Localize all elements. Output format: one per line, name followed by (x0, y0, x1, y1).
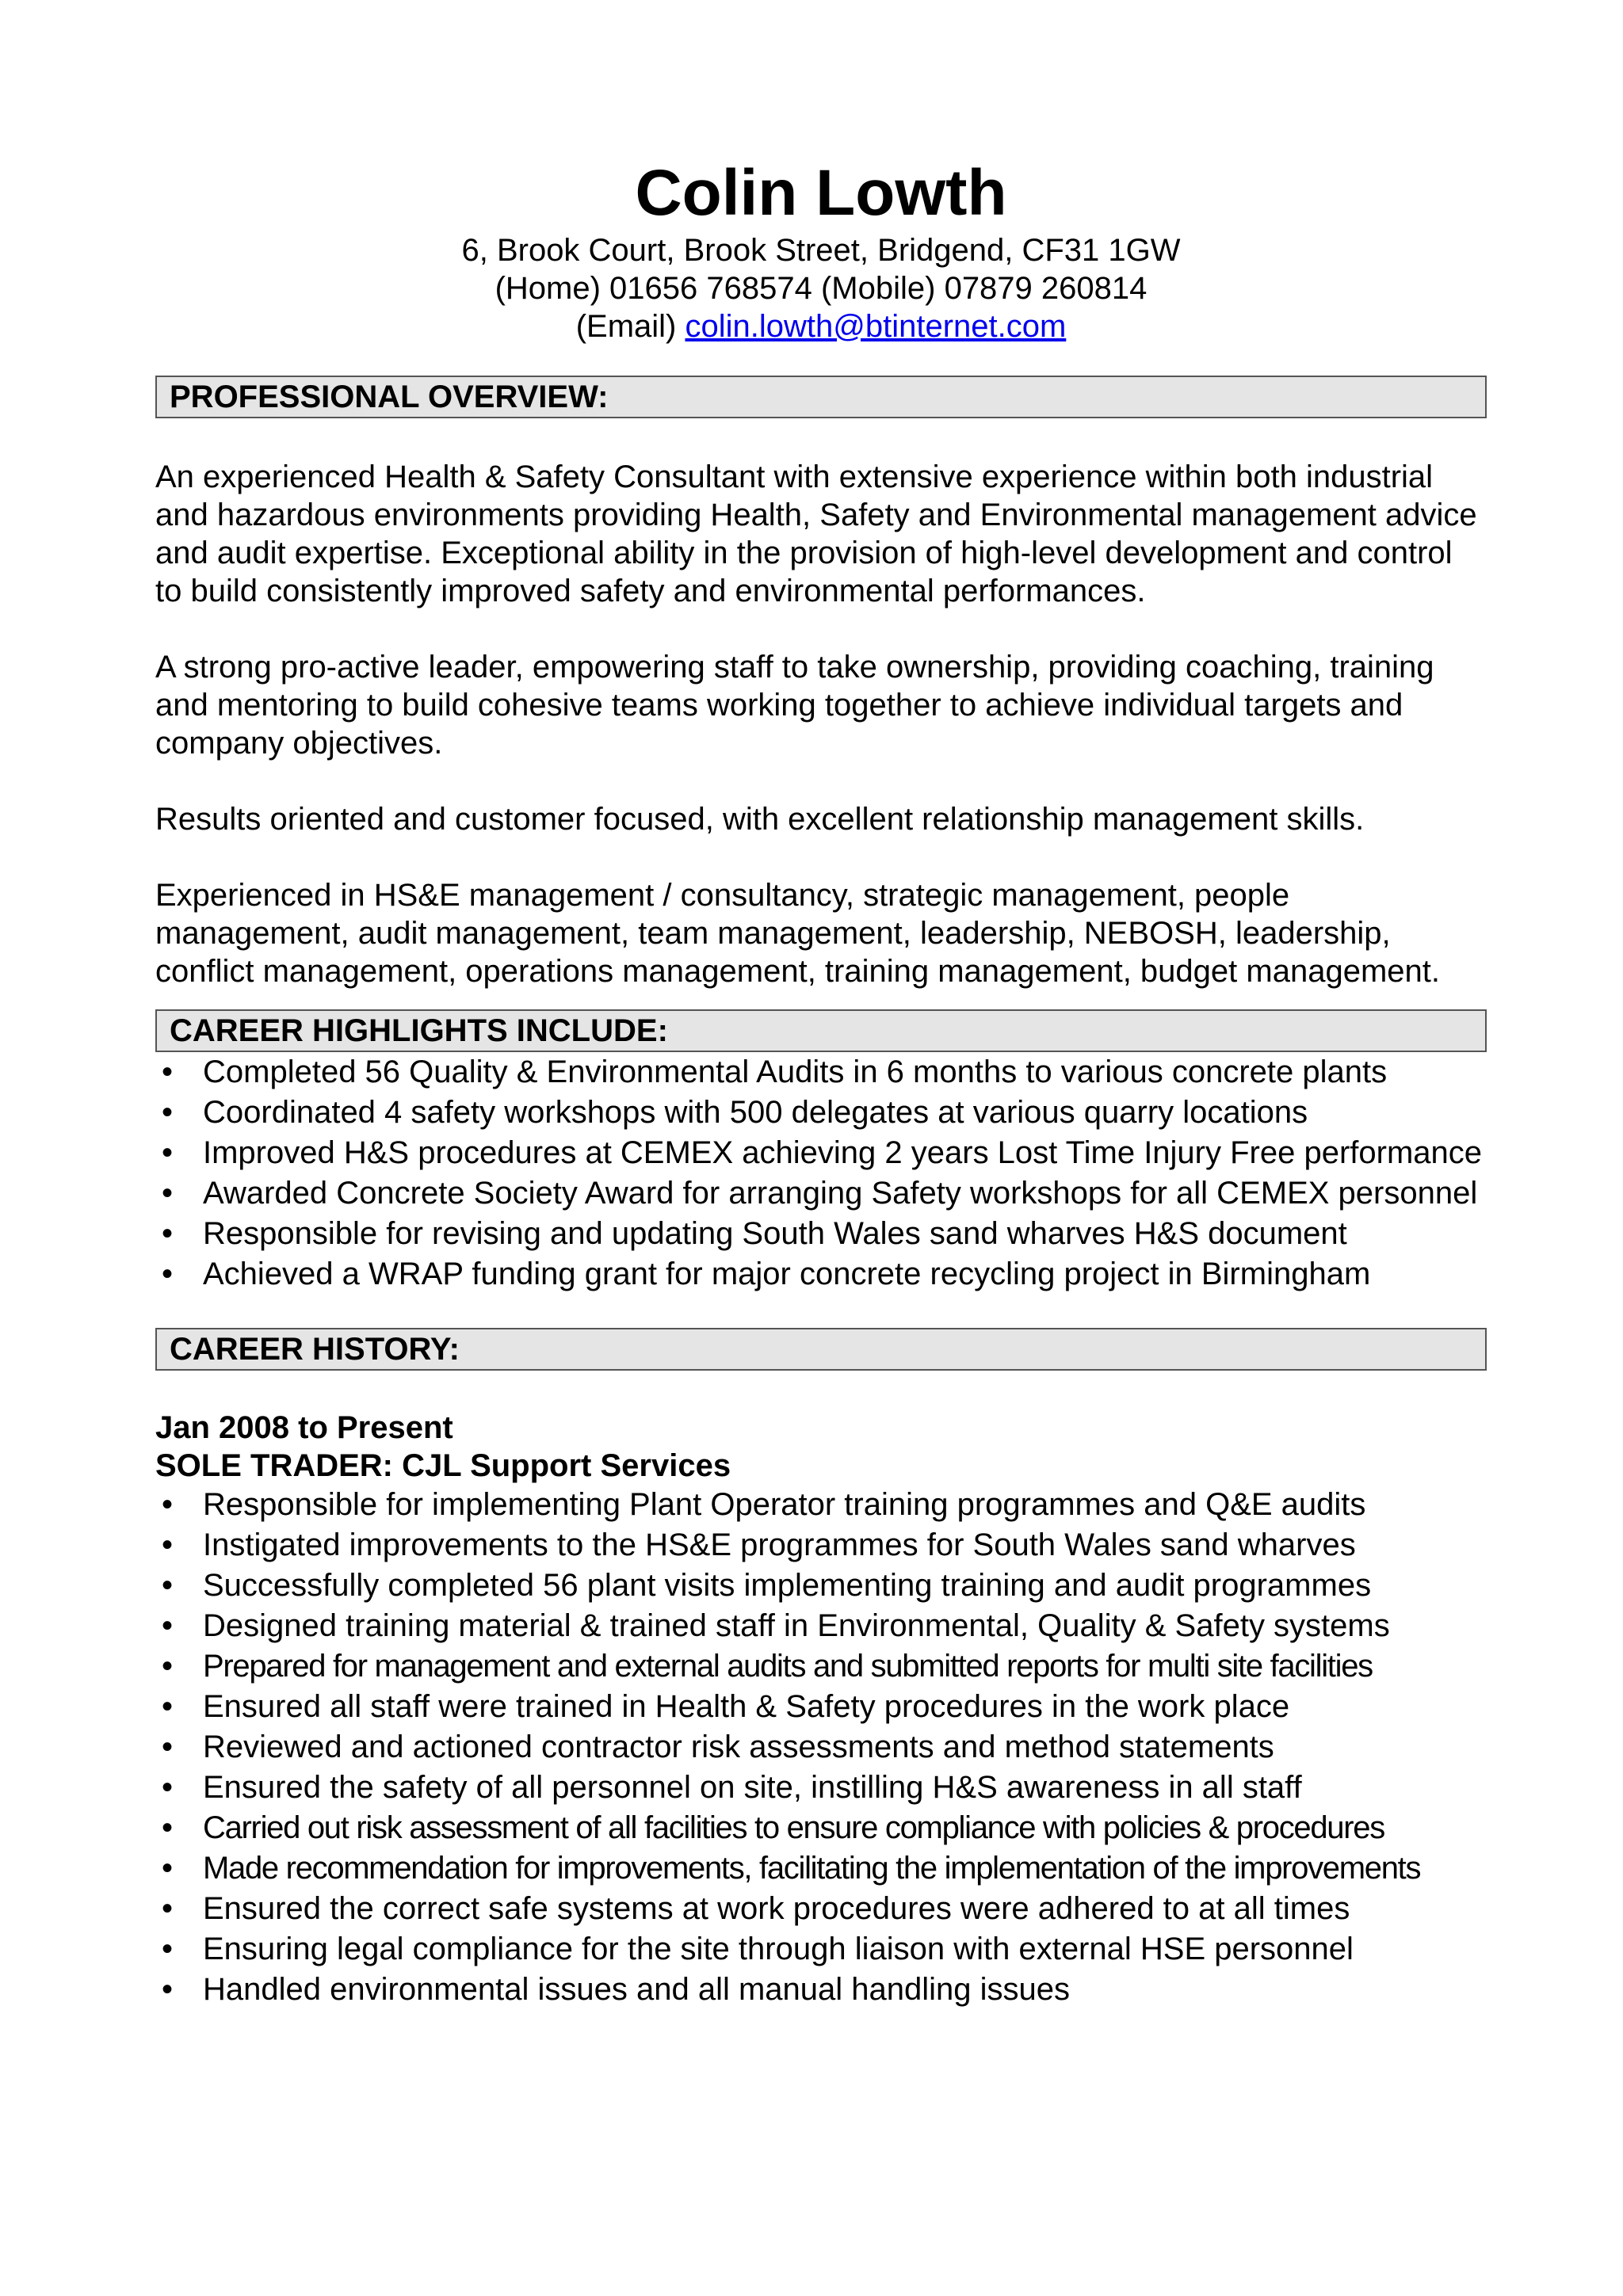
cv-header (155, 155, 1487, 345)
list-item (155, 1848, 1487, 1889)
duty-text: Reviewed and actioned contractor risk assessments and method statements (203, 1730, 1274, 1764)
highlight-text: Achieved a WRAP funding grant for major concrete recycling project in Birmingham (203, 1257, 1371, 1291)
highlight-text: Responsible for revising and updating South Wales sand wharves H&S document (203, 1216, 1347, 1251)
bullet-icon: • (162, 1568, 174, 1603)
list-item (155, 1606, 1487, 1646)
bullet-icon: • (162, 1176, 174, 1211)
highlights-list (155, 1052, 1487, 1295)
bullet-icon: • (162, 1851, 174, 1886)
bullet-icon: • (162, 1135, 174, 1170)
bullet-icon: • (162, 1932, 174, 1966)
duty-text: Ensured the correct safe systems at work procedures were adhered to at all times (203, 1891, 1350, 1926)
highlight-text: Awarded Concrete Society Award for arranging Safety workshops for all CEMEX personnel (203, 1176, 1478, 1211)
bullet-icon: • (162, 1730, 174, 1764)
duty-text: Carried out risk assessment of all facilities to ensure compliance with policies & procedures (203, 1810, 1384, 1845)
email-label: (Email) (575, 309, 677, 344)
section-heading-highlights: CAREER HIGHLIGHTS INCLUDE: (155, 1009, 1487, 1052)
address-line: 6, Brook Court, Brook Street, Bridgend, CF31 1GW (461, 233, 1181, 268)
bullet-icon: • (162, 1689, 174, 1724)
duty-text: Responsible for implementing Plant Operator training programmes and Q&E audits (203, 1487, 1366, 1522)
duty-text: Ensured all staff were trained in Health & Safety procedures in the work place (203, 1689, 1290, 1724)
bullet-icon: • (162, 1095, 174, 1130)
duty-text: Ensuring legal compliance for the site through liaison with external HSE personnel (203, 1932, 1354, 1966)
highlight-text: Completed 56 Quality & Environmental Audits in 6 months to various concrete plants (203, 1055, 1388, 1089)
duty-text: Instigated improvements to the HS&E programmes for South Wales sand wharves (203, 1527, 1356, 1562)
email-line (155, 307, 1487, 345)
duty-text: Made recommendation for improvements, facilitating the implementation of the improvements (203, 1851, 1421, 1886)
highlight-text: Improved H&S procedures at CEMEX achieving 2 years Lost Time Injury Free performance (203, 1135, 1483, 1170)
phone-line: (Home) 01656 768574 (Mobile) 07879 260814 (495, 271, 1148, 306)
list-item (155, 1929, 1487, 1970)
duty-text: Handled environmental issues and all manual handling issues (203, 1972, 1071, 2007)
job-title: SOLE TRADER: CJL Support Services (155, 1448, 731, 1483)
list-item (155, 1525, 1487, 1566)
job-duties-list (155, 1485, 1487, 2010)
section-heading-history: CAREER HISTORY: (155, 1328, 1487, 1371)
list-item (155, 1173, 1487, 1214)
bullet-icon: • (162, 1216, 174, 1251)
list-item (155, 1646, 1487, 1687)
job-period: Jan 2008 to Present (155, 1410, 453, 1445)
duty-text: Prepared for management and external audits and submitted reports for multi site facilities (203, 1649, 1373, 1684)
list-item (155, 1768, 1487, 1808)
overview-paragraph: Experienced in HS&E management / consultancy, strategic management, people management, audit management, team management, leadership, NEBOSH, leadership, conflict management, operations management, training management, budget management. (155, 878, 1440, 989)
duty-text: Designed training material & trained staff in Environmental, Quality & Safety systems (203, 1608, 1390, 1643)
bullet-icon: • (162, 1257, 174, 1291)
list-item (155, 1052, 1487, 1093)
bullet-icon: • (162, 1770, 174, 1805)
list-item (155, 1214, 1487, 1254)
bullet-icon: • (162, 1608, 174, 1643)
list-item (155, 1566, 1487, 1606)
overview-paragraph: A strong pro-active leader, empowering staff to take ownership, providing coaching, training and mentoring to build cohesive teams working together to achieve individual targets and company objectives. (155, 650, 1434, 761)
email-link[interactable]: colin.lowth@btinternet.com (685, 309, 1067, 344)
list-item (155, 1970, 1487, 2010)
bullet-icon: • (162, 1527, 174, 1562)
bullet-icon: • (162, 1487, 174, 1522)
job-entry (155, 1409, 1487, 2010)
section-heading-overview: PROFESSIONAL OVERVIEW: (155, 376, 1487, 418)
list-item (155, 1133, 1487, 1173)
overview-section (155, 458, 1487, 990)
cv-content (155, 155, 1487, 2010)
list-item (155, 1687, 1487, 1727)
list-item (155, 1254, 1487, 1295)
bullet-icon: • (162, 1649, 174, 1684)
list-item (155, 1808, 1487, 1848)
duty-text: Successfully completed 56 plant visits implementing training and audit programmes (203, 1568, 1372, 1603)
list-item (155, 1485, 1487, 1525)
overview-paragraph: Results oriented and customer focused, with excellent relationship management skills. (155, 802, 1365, 837)
bullet-icon: • (162, 1972, 174, 2007)
bullet-icon: • (162, 1055, 174, 1089)
bullet-icon: • (162, 1810, 174, 1845)
list-item (155, 1727, 1487, 1768)
candidate-name: Colin Lowth (635, 157, 1007, 229)
list-item (155, 1093, 1487, 1133)
duty-text: Ensured the safety of all personnel on site, instilling H&S awareness in all staff (203, 1770, 1302, 1805)
list-item (155, 1889, 1487, 1929)
overview-paragraph: An experienced Health & Safety Consultant with extensive experience within both industrial and hazardous environments providing Health, Safety and Environmental management advice and audit expertise. Exceptional ability in the provision of high-level development and control to build consistently improved safety and environmental performances. (155, 460, 1477, 608)
bullet-icon: • (162, 1891, 174, 1926)
highlight-text: Coordinated 4 safety workshops with 500 delegates at various quarry locations (203, 1095, 1308, 1130)
